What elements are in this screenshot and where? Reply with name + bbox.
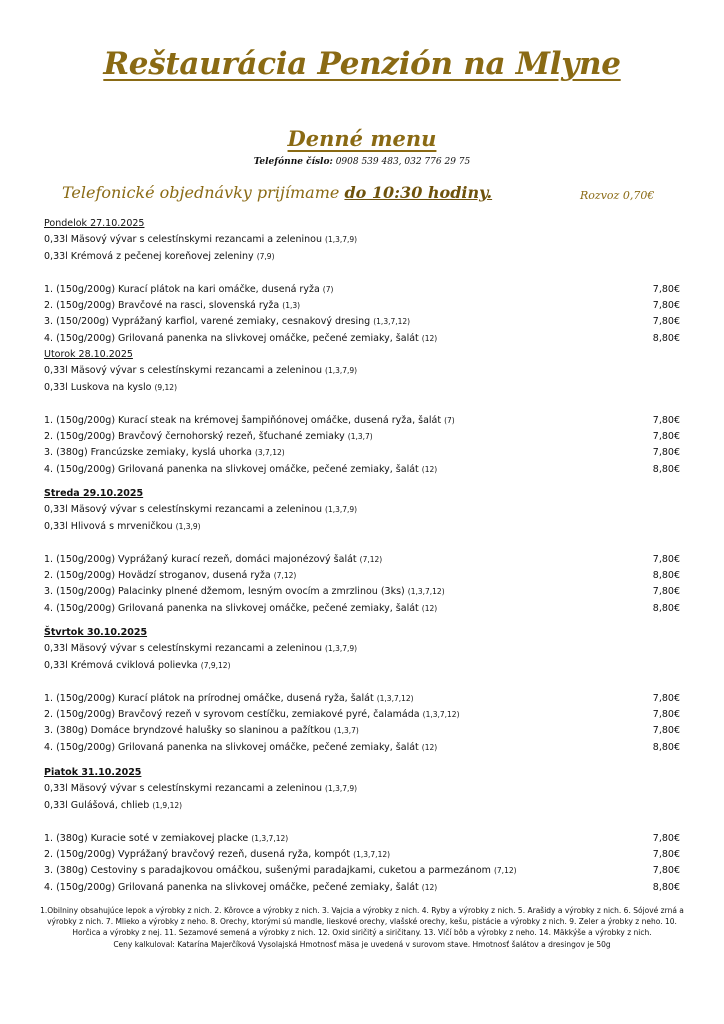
main-item: [44, 691, 680, 707]
main-item: [44, 880, 680, 896]
allergens: (3,7,12): [254, 448, 285, 458]
soup-item: [44, 798, 680, 814]
allergens: (12): [421, 333, 438, 343]
orders-text: Telefonické objednávky prijímame: [62, 183, 345, 202]
day-date: Pondelok 27.10.2025: [44, 218, 145, 229]
day-date: Štvrtok 30.10.2025: [44, 627, 148, 638]
allergens: (7,12): [273, 570, 297, 580]
main-item: [44, 863, 680, 879]
price: 7,80€: [652, 586, 680, 598]
price: 7,80€: [652, 692, 680, 704]
main-item: [44, 740, 680, 756]
price: 8,80€: [652, 741, 680, 753]
phone-line: [0, 157, 724, 167]
allergens-legend: 1.Obilniny obsahujúce lepok a výrobky z nich. 2. Kôrovce a výrobky z nich. 3. Vajcia a výrobky z nich. 4. Ryby a výrobky z nich. 5. Arašidy a výrobky z nich. 6. Sójové zrná a výrobky z nich. 7. Mlieko a výrobky z neho. 8. Orechy, ktorými sú mandle, lieskové orechy, vlašské orechy, kešu, pistácie a výrobky z nich. 9. Zeler a ýrobky z neho. 10. Horčica a výrobky z nej. 11. Sezamové semená a výrobky z nich. 12. Oxid siričitý a siričitany. 13. Vlčí bôb a výrobky z neho. 14. Mäkkýše a výrobky z nich.: [40, 906, 684, 938]
menu-subtitle: Denné menu: [287, 126, 437, 151]
soup-name: 0,33l Mäsový vývar s celestínskymi rezancami a zeleninou: [44, 643, 322, 655]
main-item: [44, 707, 680, 723]
main-item: [44, 462, 680, 478]
soup-name: 0,33l Hlivová s mrveničkou: [44, 520, 173, 532]
main-name: 2. (150g/200g) Hovädzí stroganov, dusená ryža: [44, 569, 271, 581]
allergens: (12): [421, 603, 438, 613]
footer-notes: [40, 905, 684, 950]
soup-name: 0,33l Gulášová, chlieb: [44, 799, 150, 811]
allergens: (1,3,7,12): [422, 709, 460, 719]
main-name: 2. (150g/200g) Vyprážaný bravčový rezeň, dusená ryža, kompót: [44, 848, 351, 860]
main-item: [44, 552, 680, 568]
allergens: (7): [322, 284, 334, 294]
day-section-wednesday: [44, 486, 680, 617]
orders-deadline: do 10:30 hodiny.: [344, 183, 493, 202]
main-name: 1. (150g/200g) Kurací plátok na kari omáčke, dusená ryža: [44, 283, 320, 295]
soup-item: [44, 502, 680, 518]
main-name: 3. (150g/200g) Palacinky plnené džemom, lesným ovocím a zmrzlinou (3ks): [44, 586, 405, 598]
main-item: [44, 584, 680, 600]
day-section-monday: [44, 216, 680, 347]
soup-name: 0,33l Krémová z pečenej koreňovej zeleniny: [44, 250, 254, 262]
soup-name: 0,33l Mäsový vývar s celestínskymi rezancami a zeleninou: [44, 504, 322, 516]
main-name: 4. (150g/200g) Grilovaná panenka na slivkovej omáčke, pečené zemiaky, šalát: [44, 602, 419, 614]
soup-name: 0,33l Luskova na kyslo: [44, 381, 152, 393]
allergens: (1,3,7,12): [353, 849, 391, 859]
main-item: [44, 298, 680, 314]
main-name: 3. (380g) Domáce bryndzové halušky so slaninou a pažítkou: [44, 725, 331, 737]
price: 8,80€: [652, 602, 680, 614]
soup-name: 0,33l Mäsový vývar s celestínskymi rezancami a zeleninou: [44, 234, 322, 246]
allergens: (1,3,7,12): [376, 693, 414, 703]
main-name: 4. (150g/200g) Grilovaná panenka na slivkovej omáčke, pečené zemiaky, šalát: [44, 463, 419, 475]
main-name: 2. (150g/200g) Bravčové na rasci, slovenská ryža: [44, 299, 280, 311]
main-name: 1. (380g) Kuracie soté v zemiakovej placke: [44, 832, 249, 844]
allergens: (1,3,7,12): [373, 317, 411, 327]
allergens: (1,3,7,9): [325, 644, 358, 654]
allergens: (1,3,7,9): [325, 366, 358, 376]
allergens: (1,3,7,12): [407, 587, 445, 597]
main-item: [44, 413, 680, 429]
allergens: (12): [421, 882, 438, 892]
allergens: (1,3,7,9): [325, 505, 358, 515]
soup-item: [44, 658, 680, 674]
main-name: 3. (150/200g) Vyprážaný karfiol, varené zemiaky, cesnakový dresing: [44, 316, 371, 328]
allergens: (12): [421, 464, 438, 474]
main-name: 3. (380g) Francúzske zemiaky, kyslá uhorka: [44, 447, 252, 459]
allergens: (1,3): [282, 300, 301, 310]
main-item: [44, 847, 680, 863]
price: 7,80€: [652, 414, 680, 426]
day-section-thursday: [44, 625, 680, 756]
allergens: (1,3,7,12): [251, 833, 289, 843]
allergens: (7,12): [359, 554, 383, 564]
main-name: 2. (150g/200g) Bravčový rezeň v syrovom cestíčku, zemiakové pyré, čalamáda: [44, 708, 420, 720]
soup-item: [44, 781, 680, 797]
restaurant-title: Reštaurácia Penzión na Mlyne: [103, 46, 621, 82]
price: 7,80€: [652, 725, 680, 737]
allergens: (7,9,12): [200, 660, 231, 670]
allergens: (1,3,7): [333, 726, 359, 736]
day-date: Piatok 31.10.2025: [44, 767, 142, 778]
phone-label: Telefónne číslo:: [253, 157, 333, 167]
phone-numbers: 0908 539 483, 032 776 29 75: [335, 157, 471, 167]
main-item: [44, 314, 680, 330]
allergens: (1,3,7,9): [325, 235, 358, 245]
main-name: 4. (150g/200g) Grilovaná panenka na slivkovej omáčke, pečené zemiaky, šalát: [44, 741, 419, 753]
allergens: (1,9,12): [152, 800, 183, 810]
day-date: Utorok 28.10.2025: [44, 349, 133, 360]
allergens: (1,3,7): [347, 431, 373, 441]
allergens: (1,3,9): [175, 521, 201, 531]
main-item: [44, 331, 680, 347]
soup-item: [44, 641, 680, 657]
main-item: [44, 429, 680, 445]
soup-item: [44, 519, 680, 535]
price: 8,80€: [652, 463, 680, 475]
day-date: Streda 29.10.2025: [44, 488, 144, 499]
price: 8,80€: [652, 569, 680, 581]
main-name: 1. (150g/200g) Kurací steak na krémovej šampiňónovej omáčke, dusená ryža, šalát: [44, 414, 442, 426]
allergens: (1,3,7,9): [325, 784, 358, 794]
main-item: [44, 568, 680, 584]
delivery-fee: Rozvoz 0,70€: [580, 189, 655, 202]
soup-item: [44, 363, 680, 379]
day-section-tuesday: [44, 347, 680, 478]
price: 7,80€: [652, 430, 680, 442]
price: 7,80€: [652, 447, 680, 459]
price: 7,80€: [652, 848, 680, 860]
soup-item: [44, 232, 680, 248]
soup-item: [44, 380, 680, 396]
allergens: (7): [444, 415, 455, 425]
main-item: [44, 282, 680, 298]
allergens: (7,12): [493, 866, 517, 876]
main-name: 1. (150g/200g) Kurací plátok na prírodnej omáčke, dusená ryža, šalát: [44, 692, 374, 704]
soup-name: 0,33l Mäsový vývar s celestínskymi rezancami a zeleninou: [44, 365, 322, 377]
soup-item: [44, 249, 680, 265]
soup-name: 0,33l Mäsový vývar s celestínskymi rezancami a zeleninou: [44, 783, 322, 795]
price: 7,80€: [652, 316, 680, 328]
day-section-friday: [44, 765, 680, 896]
main-item: [44, 723, 680, 739]
main-name: 1. (150g/200g) Vyprážaný kurací rezeň, domáci majonézový šalát: [44, 553, 357, 565]
price: 7,80€: [652, 299, 680, 311]
soup-name: 0,33l Krémová cviklová polievka: [44, 659, 198, 671]
price: 7,80€: [652, 708, 680, 720]
price: 7,80€: [652, 865, 680, 877]
calculation-note: Ceny kalkuloval: Katarína Majerčíková Vysolajská Hmotnosť mäsa je uvedená v surovom stave. Hmotnosť šalátov a dresingov je 50g: [113, 939, 611, 949]
price: 7,80€: [652, 832, 680, 844]
price: 7,80€: [652, 283, 680, 295]
price: 8,80€: [652, 332, 680, 344]
main-item: [44, 601, 680, 617]
main-item: [44, 831, 680, 847]
price: 8,80€: [652, 881, 680, 893]
orders-notice: [62, 183, 492, 202]
main-name: 2. (150g/200g) Bravčový černohorský rezeň, šťuchané zemiaky: [44, 430, 345, 442]
main-name: 4. (150g/200g) Grilovaná panenka na slivkovej omáčke, pečené zemiaky, šalát: [44, 332, 419, 344]
main-item: [44, 445, 680, 461]
allergens: (12): [421, 742, 438, 752]
allergens: (9,12): [154, 382, 177, 392]
main-name: 4. (150g/200g) Grilovaná panenka na slivkovej omáčke, pečené zemiaky, šalát: [44, 881, 419, 893]
main-name: 3. (380g) Cestoviny s paradajkovou omáčkou, sušenými paradajkami, cuketou a parmezánom: [44, 865, 491, 877]
price: 7,80€: [652, 553, 680, 565]
allergens: (7,9): [256, 251, 275, 261]
